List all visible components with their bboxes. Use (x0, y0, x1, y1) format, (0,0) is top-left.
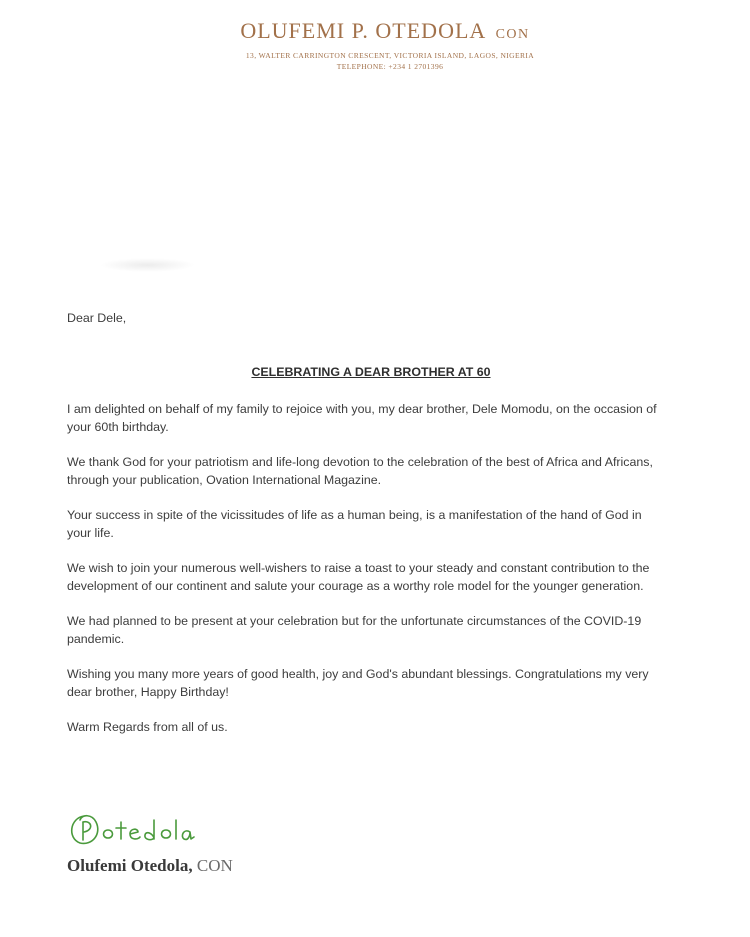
scan-smudge (100, 258, 195, 272)
letterhead (0, 18, 750, 72)
paragraph-2: We thank God for your patriotism and life-long devotion to the celebration of the best of Africa and Africans, through your publication, Ovation International Magazine. (67, 455, 653, 487)
signer-name-text: Olufemi Otedola, (67, 856, 193, 875)
letterhead-address: 13, WALTER CARRINGTON CRESCENT, VICTORIA ISLAND, LAGOS, NIGERIA (245, 51, 535, 60)
closing: Warm Regards from all of us. (67, 720, 228, 734)
paragraph-1: I am delighted on behalf of my family to rejoice with you, my dear brother, Dele Momodu, on the occasion of your 60th birthday. (67, 402, 657, 434)
signer-name (67, 856, 233, 876)
letterhead-name (20, 18, 750, 44)
signer-title: CON (196, 856, 233, 875)
letterhead-name-text: OLUFEMI P. OTEDOLA (240, 18, 486, 43)
letterhead-honorific: CON (495, 27, 530, 42)
letterhead-telephone: TELEPHONE: +234 1 2701396 (336, 62, 444, 71)
paragraph-6: Wishing you many more years of good health, joy and God's abundant blessings. Congratulations my very dear brother, Happy Birthday! (67, 667, 649, 699)
paragraph-4: We wish to join your numerous well-wishers to raise a toast to your steady and constant contribution to the development of our continent and salute your courage as a worthy role model for the younger generation. (67, 561, 650, 593)
paragraph-3: Your success in spite of the vicissitudes of life as a human being, is a manifestation of the hand of God in your life. (67, 508, 642, 540)
letter-body (67, 310, 657, 737)
handwritten-signature (66, 810, 226, 848)
letter-subject: CELEBRATING A DEAR BROTHER AT 60 (251, 364, 491, 379)
paragraph-5: We had planned to be present at your celebration but for the unfortunate circumstances of the COVID-19 pandemic. (67, 614, 642, 646)
salutation: Dear Dele, (67, 311, 127, 325)
